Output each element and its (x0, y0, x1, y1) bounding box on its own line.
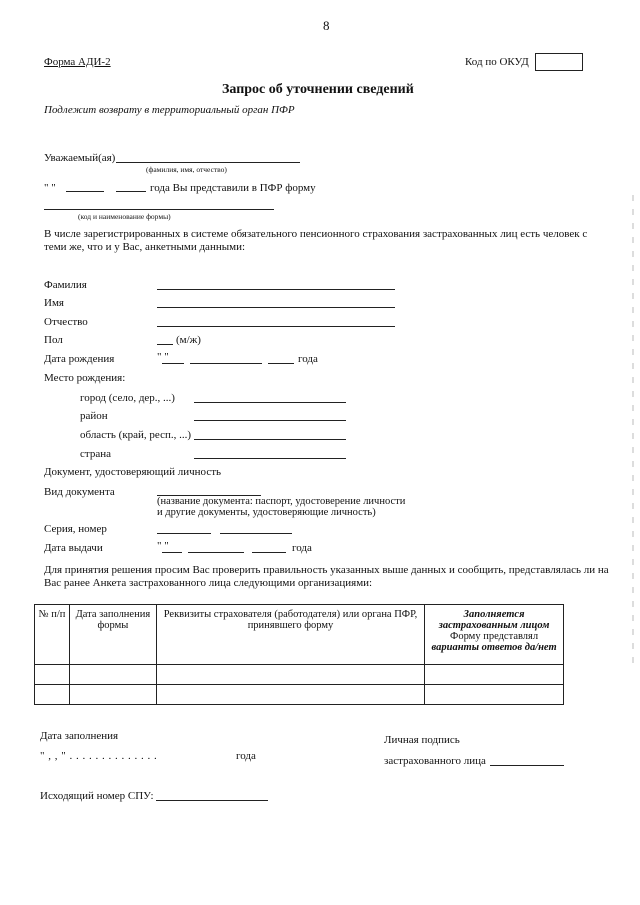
patronymic-field[interactable] (157, 326, 395, 327)
form-code: Форма АДИ-2 (44, 56, 111, 68)
table-row (35, 665, 564, 685)
page-title: Запрос об уточнении сведений (222, 82, 414, 97)
col-answer-header-b: Форму представлял (450, 631, 539, 642)
table-cell[interactable] (156, 665, 424, 685)
issue-date-quote: " " (157, 540, 169, 552)
city-field[interactable] (194, 402, 346, 403)
district-label: район (80, 410, 108, 422)
country-field[interactable] (194, 458, 346, 459)
greeting-hint: (фамилия, имя, отчество) (146, 165, 227, 174)
series-field[interactable] (157, 533, 211, 534)
number-field[interactable] (220, 533, 292, 534)
surname-label: Фамилия (44, 279, 87, 291)
doc-type-hint-1: (название документа: паспорт, удостоверение личности (157, 496, 406, 507)
outgoing-number-field[interactable] (156, 800, 268, 801)
col-number-header: № п/п (35, 605, 70, 665)
submitted-text: года Вы представили в ПФР форму (150, 182, 316, 194)
col-answer-header (425, 605, 564, 665)
birth-date-quote: " " (157, 351, 169, 363)
id-doc-label: Документ, удостоверяющий личность (44, 466, 222, 478)
fill-date-field[interactable]: " , , " . . . . . . . . . . . . . . (40, 750, 158, 762)
table-cell[interactable] (35, 665, 70, 685)
birth-day-field[interactable] (162, 363, 184, 364)
request-text: Для принятия решения просим Вас проверить правильность указанных выше данных и сообщить, представлялась ли на Вас ранее Анкета застрахованного лица следующими организациями: (44, 564, 609, 589)
date-quote: " " (44, 182, 56, 194)
issue-day-field[interactable] (162, 552, 182, 553)
intro-text: В числе зарегистрированных в системе обязательного пенсионного страхования застрахованных лиц есть человек с теми же, что и у Вас, анкетными данными: (44, 228, 588, 253)
doc-type-label: Вид документа (44, 486, 115, 498)
table-cell[interactable] (425, 665, 564, 685)
signature-label-2: застрахованного лица (384, 755, 486, 767)
region-label: область (край, респ., ...) (80, 429, 192, 441)
submit-month-field[interactable] (66, 191, 104, 192)
organizations-table (34, 604, 564, 705)
issue-year-field[interactable] (252, 552, 286, 553)
table-row (35, 685, 564, 705)
city-label: город (село, дер., ...) (80, 392, 175, 404)
submit-year-field[interactable] (116, 191, 146, 192)
issue-month-field[interactable] (188, 552, 244, 553)
table-cell[interactable] (69, 685, 156, 705)
col-answer-header-a: Заполняется застрахованным лицом (438, 609, 550, 631)
table-cell[interactable] (35, 685, 70, 705)
sex-label: Пол (44, 334, 63, 346)
patronymic-label: Отчество (44, 316, 88, 328)
scan-margin-marks (632, 195, 634, 665)
subtitle: Подлежит возврату в территориальный орган ПФР (44, 104, 295, 116)
col-answer-header-c: варианты ответов да/нет (431, 642, 557, 653)
recipient-name-field[interactable] (116, 162, 300, 163)
outgoing-number-label: Исходящий номер СПУ: (40, 790, 154, 802)
page-number: 8 (323, 18, 330, 33)
district-field[interactable] (194, 420, 346, 421)
sex-field[interactable] (157, 344, 173, 345)
col-requisites-header: Реквизиты страхователя (работодателя) или органа ПФР, принявшего форму (156, 605, 424, 665)
birth-month-field[interactable] (190, 363, 262, 364)
okud-box[interactable] (535, 53, 583, 71)
form-hint: (код и наименование формы) (78, 212, 171, 221)
greeting-label: Уважаемый(ая) (44, 152, 116, 164)
birth-year-word: года (298, 353, 318, 365)
issue-year-word: года (292, 542, 312, 554)
sex-hint: (м/ж) (176, 334, 201, 346)
form-code-field[interactable] (44, 209, 274, 210)
region-field[interactable] (194, 439, 346, 440)
doc-type-hint-2: и другие документы, удостоверяющие личность) (157, 507, 376, 518)
name-field[interactable] (157, 307, 395, 308)
table-cell[interactable] (425, 685, 564, 705)
surname-field[interactable] (157, 289, 395, 290)
fill-year-word: года (236, 750, 256, 762)
issue-date-label: Дата выдачи (44, 542, 103, 554)
birth-date-label: Дата рождения (44, 353, 115, 365)
signature-field[interactable] (490, 765, 564, 766)
series-number-label: Серия, номер (44, 523, 107, 535)
signature-label: Личная подпись (384, 734, 460, 746)
birth-year-field[interactable] (268, 363, 294, 364)
birth-place-label: Место рождения: (44, 372, 126, 384)
col-date-header: Дата заполнения формы (69, 605, 156, 665)
country-label: страна (80, 448, 111, 460)
table-cell[interactable] (69, 665, 156, 685)
fill-date-label: Дата заполнения (40, 730, 119, 742)
table-header-row (35, 605, 564, 665)
table-cell[interactable] (156, 685, 424, 705)
name-label: Имя (44, 297, 64, 309)
okud-label: Код по ОКУД (465, 56, 529, 68)
